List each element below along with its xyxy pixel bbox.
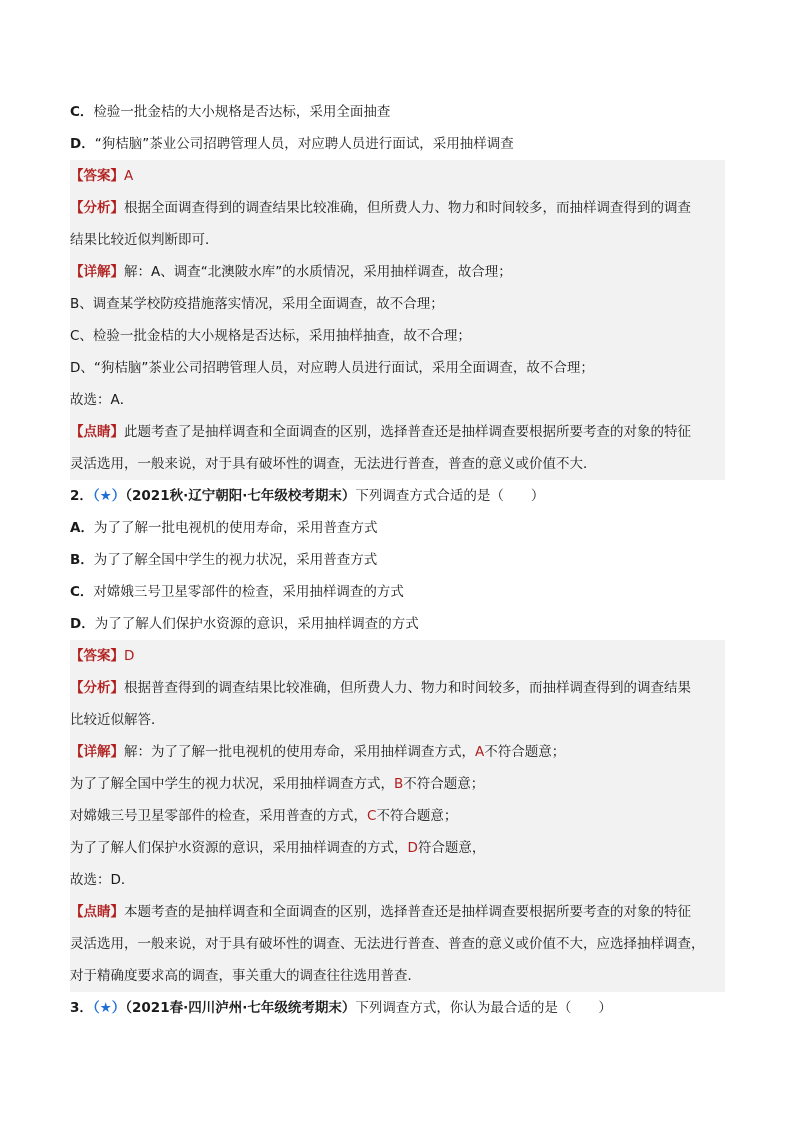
q2-heading: 2．（★）（2021秋·辽宁朝阳·七年级校考期末）下列调查方式合适的是（ ）: [70, 488, 545, 504]
q2-answer: 【答案】D: [70, 640, 725, 672]
q2-option-b: B．为了了解全国中学生的视力状况，采用普查方式: [70, 552, 378, 568]
q1-detail-line2: B、调查某学校防疫措施落实情况，采用全面调查，故不合理；: [70, 288, 725, 320]
q2-detail-line4: 为了了解人们保护水资源的意识，采用抽样调查的方式，D符合题意，: [70, 832, 725, 864]
q1-choose: 故选：A．: [70, 384, 725, 416]
q2-detail-line2: 为了了解全国中学生的视力状况，采用抽样调查方式，B不符合题意；: [70, 768, 725, 800]
q2-analysis-line1: 【分析】根据普查得到的调查结果比较准确，但所费人力、物力和时间较多，而抽样调查得到的调查结果: [70, 672, 725, 704]
q2-comment-line1: 【点睛】本题考查的是抽样调查和全面调查的区别，选择普查还是抽样调查要根据所要考查的对象的特征: [70, 896, 725, 928]
q2-option-d: D．为了了解人们保护水资源的意识，采用抽样调查的方式: [70, 616, 419, 632]
q1-analysis-line2: 结果比较近似判断即可．: [70, 224, 725, 256]
q1-detail-line4: D、“狗桔脑”茶业公司招聘管理人员，对应聘人员进行面试，采用全面调查，故不合理；: [70, 352, 725, 384]
q1-detail-line1: 【详解】解：A、调查“北澳陂水库”的水质情况，采用抽样调查，故合理；: [70, 256, 725, 288]
q3-heading: 3．（★）（2021春·四川泸州·七年级统考期末）下列调查方式，你认为最合适的是（ ）: [70, 1000, 612, 1016]
q2-comment-line3: 对于精确度要求高的调查，事关重大的调查往往选用普查．: [70, 960, 725, 992]
q1-option-c: C．检验一批金桔的大小规格是否达标，采用全面抽查: [70, 104, 391, 120]
q1-analysis-line1: 【分析】根据全面调查得到的调查结果比较准确，但所费人力、物力和时间较多，而抽样调查得到的调查: [70, 192, 725, 224]
q1-answer: 【答案】A: [70, 160, 725, 192]
q2-comment-line2: 灵活选用，一般来说，对于具有破坏性的调查、无法进行普查、普查的意义或价值不大，应选择抽样调查，: [70, 928, 725, 960]
q2-option-c: C．对嫦娥三号卫星零部件的检查，采用抽样调查的方式: [70, 584, 404, 600]
q2-option-a: A．为了了解一批电视机的使用寿命，采用普查方式: [70, 520, 378, 536]
q1-comment-line2: 灵活选用，一般来说，对于具有破坏性的调查，无法进行普查，普查的意义或价值不大．: [70, 448, 725, 480]
document-body: [70, 96, 725, 1024]
star-icon: （★）: [92, 1000, 126, 1016]
q2-detail-line1: 【详解】解：为了了解一批电视机的使用寿命，采用抽样调查方式，A不符合题意；: [70, 736, 725, 768]
q2-choose: 故选：D．: [70, 864, 725, 896]
q1-comment-line1: 【点睛】此题考查了是抽样调查和全面调查的区别，选择普查还是抽样调查要根据所要考查的对象的特征: [70, 416, 725, 448]
star-icon: （★）: [92, 488, 126, 504]
q2-analysis-line2: 比较近似解答．: [70, 704, 725, 736]
q1-option-d: D．“狗桔脑”茶业公司招聘管理人员，对应聘人员进行面试，采用抽样调查: [70, 136, 514, 152]
q2-detail-line3: 对嫦娥三号卫星零部件的检查，采用普查的方式，C不符合题意；: [70, 800, 725, 832]
q1-detail-line3: C、检验一批金桔的大小规格是否达标，采用抽样抽查，故不合理；: [70, 320, 725, 352]
